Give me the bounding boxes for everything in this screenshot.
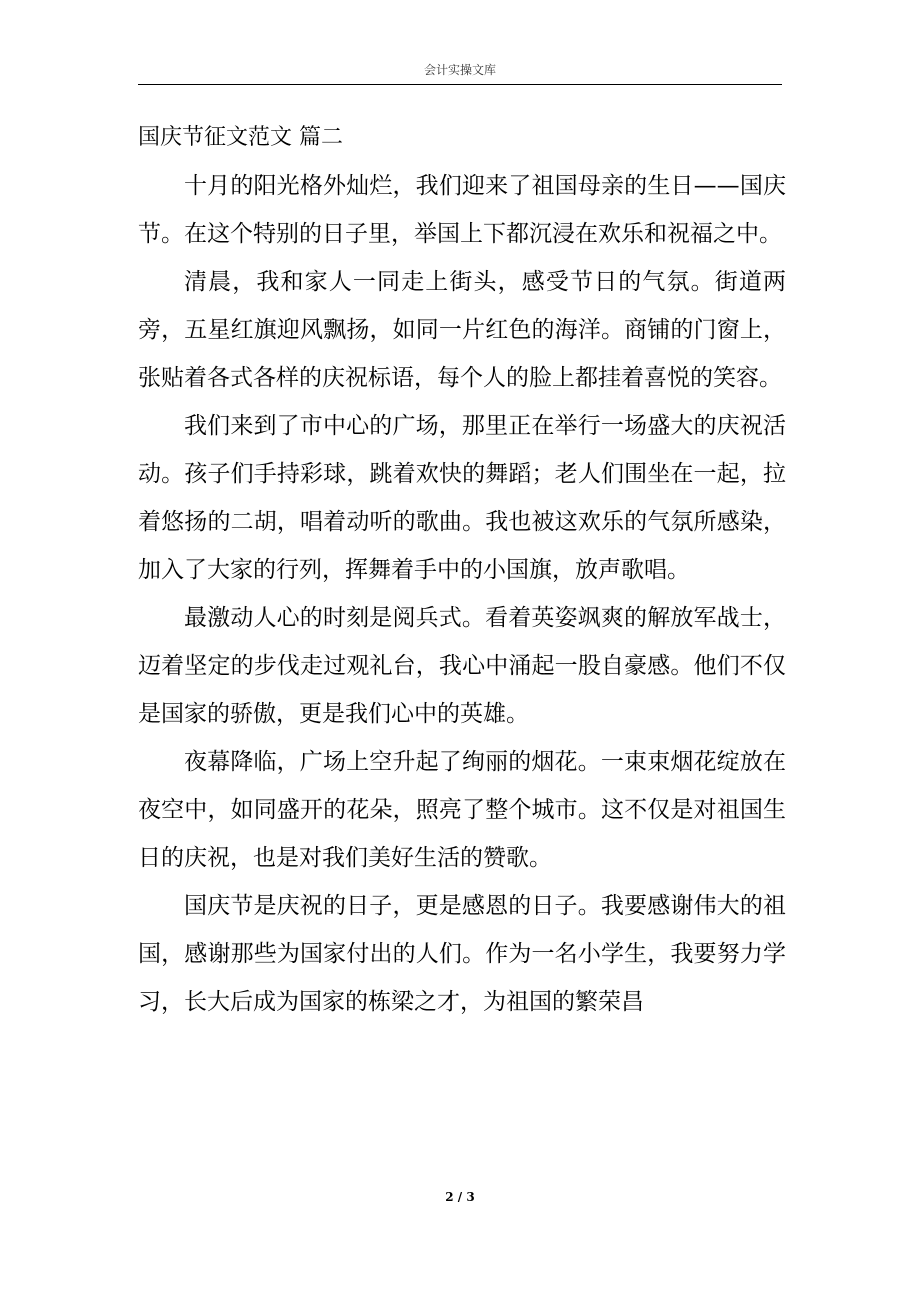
header-divider — [138, 84, 782, 85]
document-body — [138, 114, 786, 1026]
paragraph-5: 夜幕降临，广场上空升起了绚丽的烟花。一束束烟花绽放在夜空中，如同盛开的花朵，照亮了整个城市。这不仅是对祖国生日的庆祝，也是对我们美好生活的赞歌。 — [138, 749, 786, 871]
page-header: 会计实操文库 — [423, 63, 496, 77]
paragraph-1: 十月的阳光格外灿烂，我们迎来了祖国母亲的生日——国庆节。在这个特别的日子里，举国上下都沉浸在欢乐和祝福之中。 — [138, 173, 786, 247]
paragraph-6: 国庆节是庆祝的日子，更是感恩的日子。我要感谢伟大的祖国，感谢那些为国家付出的人们。作为一名小学生，我要努力学习，长大后成为国家的栋梁之才，为祖国的繁荣昌 — [138, 893, 786, 1015]
page-number: 2 / 3 — [445, 1190, 475, 1204]
paragraph-2: 清晨，我和家人一同走上街头，感受节日的气氛。街道两旁，五星红旗迎风飘扬，如同一片红色的海洋。商铺的门窗上，张贴着各式各样的庆祝标语，每个人的脸上都挂着喜悦的笑容。 — [138, 269, 786, 391]
paragraph-3: 我们来到了市中心的广场，那里正在举行一场盛大的庆祝活动。孩子们手持彩球，跳着欢快的舞蹈；老人们围坐在一起，拉着悠扬的二胡，唱着动听的歌曲。我也被这欢乐的气氛所感染，加入了大家的行列，挥舞着手中的小国旗，放声歌唱。 — [138, 413, 786, 583]
document-title: 国庆节征文范文 篇二 — [138, 125, 343, 150]
paragraph-4: 最激动人心的时刻是阅兵式。看着英姿飒爽的解放军战士，迈着坚定的步伐走过观礼台，我心中涌起一股自豪感。他们不仅是国家的骄傲，更是我们心中的英雄。 — [138, 605, 786, 727]
